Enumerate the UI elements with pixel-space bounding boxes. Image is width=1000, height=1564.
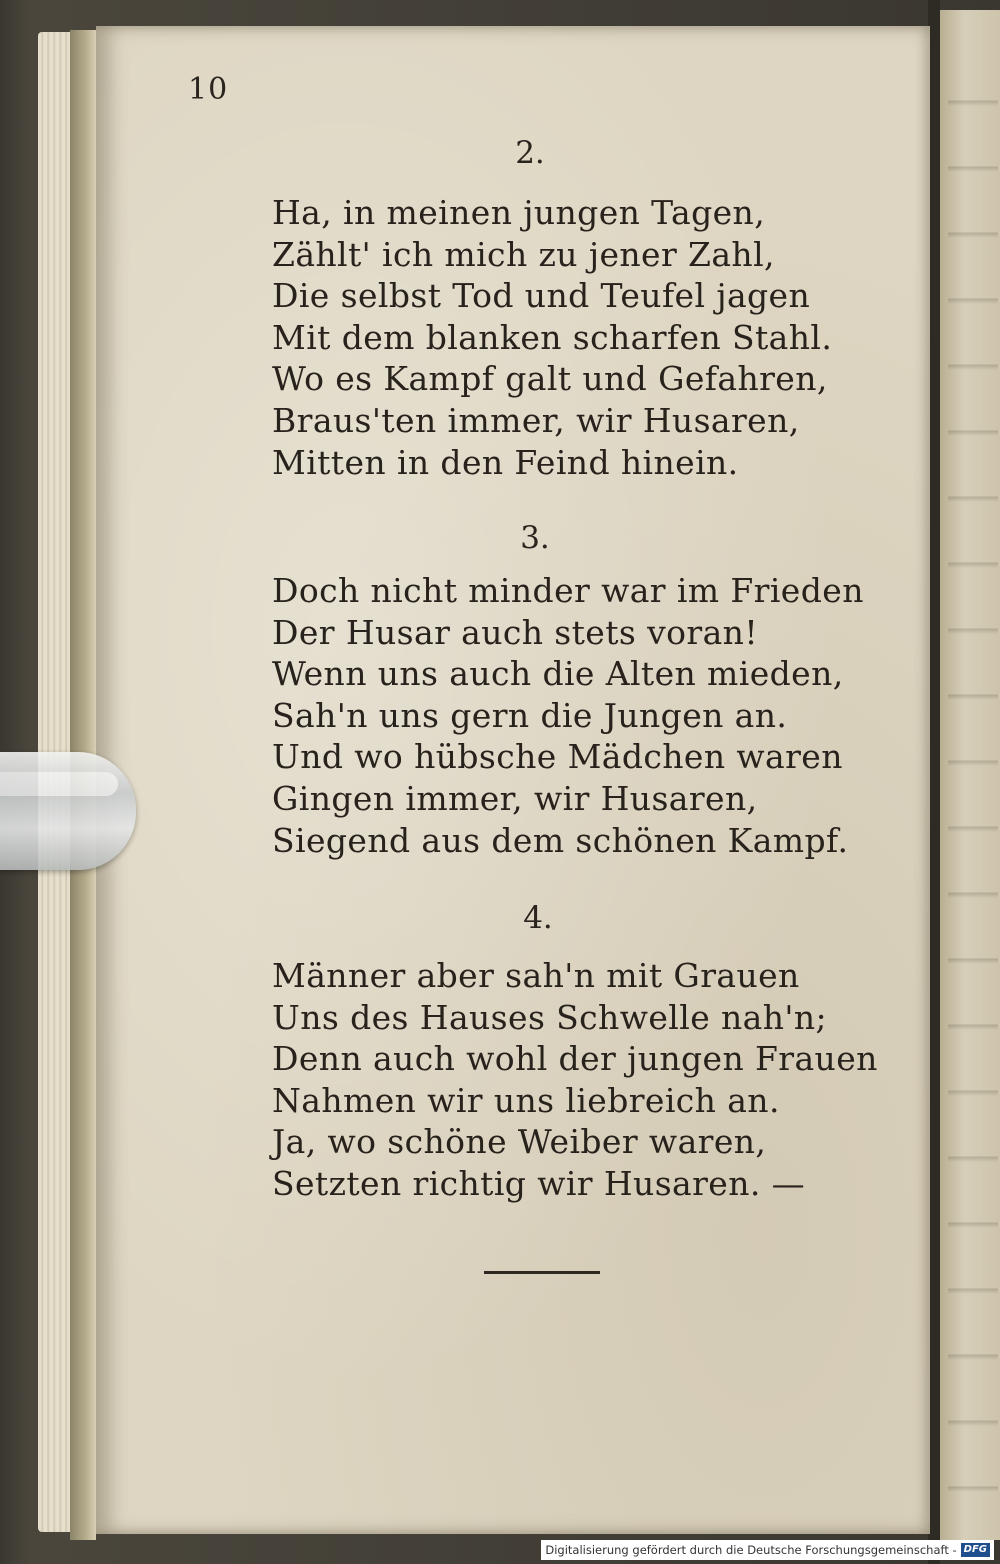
verse-line: Nahmen wir uns liebreich an. xyxy=(272,1080,780,1120)
verse-line: Gingen immer, wir Husaren, xyxy=(272,778,758,818)
verse-line: Wo es Kampf galt und Gefahren, xyxy=(272,359,828,399)
dfg-logo: DFG xyxy=(961,1543,990,1557)
verse-line: Wenn uns auch die Alten mieden, xyxy=(272,654,844,694)
stanza-number: 3. xyxy=(520,520,550,556)
footer-text: Digitalisierung gefördert durch die Deutsche Forschungsgemeinschaft - xyxy=(545,1543,957,1557)
verse-line: Mit dem blanken scharfen Stahl. xyxy=(272,317,833,357)
verse-line: Sah'n uns gern die Jungen an. xyxy=(272,695,788,735)
stanza xyxy=(272,570,864,861)
verse-line: Ja, wo schöne Weiber waren, xyxy=(272,1122,767,1162)
verse-line: Denn auch wohl der jungen Frauen xyxy=(272,1039,878,1079)
verse-line: Mitten in den Feind hinein. xyxy=(272,442,739,482)
stanza xyxy=(272,192,832,483)
verse-line: Zählt' ich mich zu jener Zahl, xyxy=(272,234,775,274)
verse-line: Uns des Hauses Schwelle nah'n; xyxy=(272,997,828,1037)
verse-line: Männer aber sah'n mit Grauen xyxy=(272,956,800,995)
page-number: 10 xyxy=(188,72,229,107)
verse-line: Ha, in meinen jungen Tagen, xyxy=(272,193,766,232)
page-holder-clip xyxy=(0,752,136,870)
digitization-footer xyxy=(541,1540,994,1560)
verse-line: Die selbst Tod und Teufel jagen xyxy=(272,276,811,316)
stanza xyxy=(272,955,878,1205)
verse-line: Siegend aus dem schönen Kampf. xyxy=(272,820,849,860)
stanza-number: 4. xyxy=(523,900,553,936)
verse-line: Setzten richtig wir Husaren. — xyxy=(272,1163,806,1203)
section-end-rule xyxy=(484,1271,600,1274)
verse-line: Der Husar auch stets voran! xyxy=(272,612,758,652)
verse-line: Braus'ten immer, wir Husaren, xyxy=(272,400,800,440)
stanza-number: 2. xyxy=(515,135,545,171)
opposite-page-text-marks xyxy=(948,40,998,1520)
verse-line: Doch nicht minder war im Frieden xyxy=(272,571,864,610)
verse-line: Und wo hübsche Mädchen waren xyxy=(272,737,843,777)
